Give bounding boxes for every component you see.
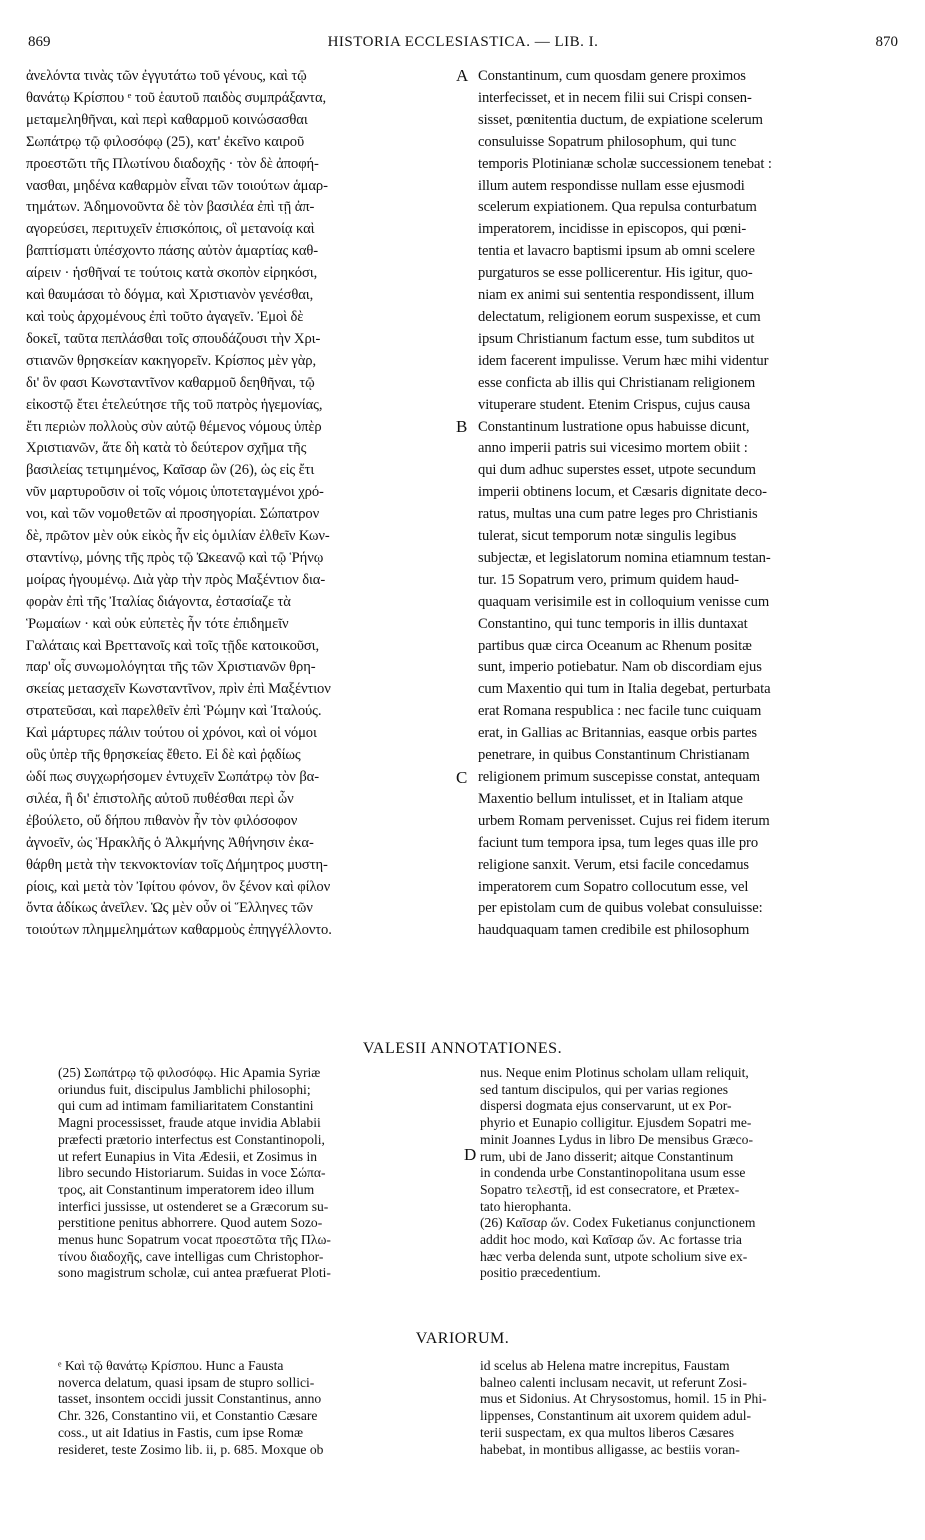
annotations-left-column: (25) Σωπάτρῳ τῷ φιλοσόφῳ. Hic Apamia Syriæ oriundus fuit, discipulus Jamblichi philosophi; qui cum ad intimam familiaritatem Constantini Magni processisset, fraude atque invidia Ablabii præfecti prætorio interfectus est Constantinopoli, ut refert Eunapius in Vita Ædesii, et Zosimus in libro secundo Historiarum. Suidas in voce Σώπα- τρος, ait Constantinum imperatorem ideo illum interfici jussisse, ut ostenderet se a Græcorum su- perstitione penitus abhorrere. Quod autem Sozo- menus hunc Sopatrum vocat προεστῶτα τῆς Πλω- τίνου διαδοχῆς, cave intelligas cum Christophor- sono magistrum scholæ, cui antea præfuerat Ploti- [58, 1065, 331, 1281]
section-marker-d: D [464, 1145, 477, 1164]
section-marker-b: B [456, 417, 468, 436]
section-marker-c: C [456, 768, 468, 787]
annotations-title: VALESII ANNOTATIONES. [362, 1040, 563, 1057]
running-header [28, 34, 898, 56]
running-title: HISTORIA ECCLESIASTICA. — LIB. I. [327, 34, 599, 50]
variorum-left-column: ᵉ Καὶ τῷ θανάτῳ Κρίσπου. Hunc a Fausta noverca delatum, quasi ipsam de stupro sollici- tasset, insontem occidi jussit Constantinus, anno Chr. 326, Constantino vii, et Constantio Cæsare coss., ut ait Idatius in Fastis, cum ipse Romæ resideret, teste Zosimo lib. ii, p. 685. Moxque ob [58, 1358, 324, 1457]
annotations-right-column: nus. Neque enim Plotinus scholam ullam reliquit, sed tantum discipulos, qui per varias regiones dispersi dogmata ejus conservarunt, ut ex Por- phyrio et Eunapio colligitur. Ejusdem Sopatri me- minit Joannes Lydus in libro De mensibus Græco- rum, ubi de Jano disserit; aitque Constantinum in condenda urbe Constantinopolitana usum esse Sopatro τελεστῇ, id est consecratore, et Prætex- tato hierophanta. (26) Καῖσαρ ὤν. Codex Fuketianus conjunctionem addit hoc modo, καὶ Καῖσαρ ὤν. Ac fortasse tria hæc verba delenda sunt, utpote scholium sive ex- positio præcedentium. [480, 1065, 756, 1281]
right-page-number: 870 [875, 34, 898, 50]
section-marker-a: A [456, 66, 469, 85]
greek-text-column: ἀνελόντα τινὰς τῶν ἐγγυτάτω τοῦ γένους, καὶ τῷ θανάτῳ Κρίσπου ᵉ τοῦ ἑαυτοῦ παιδὸς συμπράξαντα, μεταμεληθῆναι, καὶ περὶ καθαρμοῦ κοινώσασθαι Σωπάτρῳ τῷ φιλοσόφῳ (25), κατ' ἐκεῖνο καιροῦ προεστῶτι τῆς Πλωτίνου διαδοχῆς · τὸν δὲ ἀποφή- νασθαι, μηδένα καθαρμὸν εἶναι τῶν τοιούτων ἁμαρ- τημάτων. Ἀδημονοῦντα δὲ τὸν βασιλέα ἐπὶ τῇ ἀπ- αγορεύσει, περιτυχεῖν ἐπισκόποις, οἳ μετανοίᾳ καὶ βαπτίσματι ὑπέσχοντο πάσης αὐτὸν ἁμαρτίας καθ- αίρειν · ἡσθῆναί τε τούτοις κατὰ σκοπὸν εἰρηκόσι, καὶ θαυμάσαι τὸ δόγμα, καὶ Χριστιανὸν γενέσθαι, καὶ τοὺς ἀρχομένους ἐπὶ τοῦτο ἀγαγεῖν. Ἐμοὶ δὲ δοκεῖ, ταῦτα πεπλάσθαι τοῖς σπουδάζουσι τὴν Χρι- στιανῶν θρησκείαν κακηγορεῖν. Κρίσπος μὲν γὰρ, δι' ὃν φασι Κωνσταντῖνον καθαρμοῦ δεηθῆναι, τῷ εἰκοστῷ ἔτει ἐτελεύτησε τῆς τοῦ πατρὸς ἡγεμονίας, ἔτι περιὼν πολλοὺς σὺν αὐτῷ θέμενος νόμους ὑπὲρ Χριστιανῶν, ἅτε δὴ κατὰ τὸ δεύτερον σχῆμα τῆς βασιλείας τετιμημένος, Καῖσαρ ὢν (26), ὡς εἰς ἔτι νῦν μαρτυροῦσιν οἱ τοῖς νόμοις ὑποτεταγμένοι χρό- νοι, καὶ τῶν νομοθετῶν αἱ προσηγορίαι. Σώπατρον δὲ, πρῶτον μὲν οὐκ εἰκὸς ἦν εἰς ὁμιλίαν ἐλθεῖν Κων- σταντίνῳ, μόνης τῆς πρὸς τῷ Ὠκεανῷ καὶ τῷ Ῥήνῳ μοίρας ἡγουμένῳ. Διὰ γὰρ τὴν πρὸς Μαξέντιον δια- φορὰν ἐπὶ τῆς Ἰταλίας διάγοντα, ἐστασίαζε τὰ Ῥωμαίων · καὶ οὐκ εὐπετὲς ἦν τότε ἐπιδημεῖν Γαλάταις καὶ Βρεττανοῖς καὶ τοῖς τῇδε κατοικοῦσι, παρ' οἷς συνωμολόγηται τῆς τῶν Χριστιανῶν θρη- σκείας μετασχεῖν Κωνσταντῖνον, πρὶν ἐπὶ Μαξέντιον στρατεῦσαι, καὶ παρελθεῖν ἐπὶ Ῥώμην καὶ Ἰταλούς. Καὶ μάρτυρες πάλιν τούτου οἱ χρόνοι, καὶ οἱ νόμοι οὓς ὑπὲρ τῆς θρησκείας ἔθετο. Εἰ δὲ καὶ ῥᾳδίως ὡδί πως συγχωρήσομεν ἐντυχεῖν Σωπάτρῳ τὸν βα- σιλέα, ἢ δι' ἐπιστολῆς αὐτοῦ πυθέσθαι περὶ ὧν ἐβούλετο, οὔ δήπου πιθανὸν ἦν τὸν φιλόσοφον ἀγνοεῖν, ὡς Ἡρακλῆς ὁ Ἀλκμήνης Ἀθήνησιν ἐκα- θάρθη μετὰ τὴν τεκνοκτονίαν τοῖς Δήμητρος μυστη- ρίοις, καὶ μετὰ τὸν Ἰφίτου φόνον, ὃν ξένον καὶ φίλον ὄντα ἀδίκως ἀνεῖλεν. Ὡς μὲν οὖν οἱ Ἕλληνες τῶν τοιούτων πλημμελημάτων καθαρμοὺς ἐπηγγέλλοντο. [26, 68, 332, 939]
variorum-right-column: id scelus ab Helena matre increpitus, Faustam balneo calenti inclusam necavit, ut referunt Zosi- mus et Sidonius. At Chrysostomus, homil. 15 in Phi- lippenses, Constantinum ait uxorem quidem adul- terii suspectam, ex qua multos liberos Cæsares habebat, in montibus alligasse, ac bestiis voran- [480, 1358, 767, 1457]
left-page-number: 869 [28, 34, 51, 50]
latin-text-column: Constantinum, cum quosdam genere proximos interfecisset, et in necem filii sui Crispi consen- sisset, pœnitentia ductum, de expiatione scelerum consuluisse Sopatrum philosophum, qui tunc temporis Plotinianæ scholæ successionem tenebat : illum autem respondisse nullam esse ejusmodi scelerum expiationem. Qua repulsa conturbatum imperatorem, incidisse in episcopos, qui pœni- tentia et lavacro baptismi ipsum ab omni scelere purgaturos se esse pollicerentur. His igitur, quo- niam ex animi sui sententia respondissent, illum delectatum, religionem eorum suspexisse, et cum ipsum Christianum factum esse, tum subditos ut idem facerent impulisse. Verum hæc mihi videntur esse conficta ab illis qui Christianam religionem vituperare student. Etenim Crispus, cujus causa Constantinum lustratione opus habuisse dicunt, anno imperii patris sui vicesimo mortem obiit : qui dum adhuc superstes esset, utpote secundum imperii obtinens locum, et Cæsaris dignitate deco- ratus, multas una cum patre leges pro Christianis tulerat, sicut temporum notæ singulis legibus subjectæ, et legislatorum nomina etiamnum testan- tur. 15 Sopatrum vero, primum quidem haud- quaquam verisimile est in colloquium venisse cum Constantino, qui tunc temporis in illis duntaxat partibus quæ circa Oceanum ac Rhenum positæ sunt, imperio potiebatur. Nam ob discordiam ejus cum Maxentio qui tum in Italia degebat, perturbata erat Romana respublica : nec facile tunc cuiquam erat, in Gallias ac Britannias, easque orbis partes penetrare, in quibus Constantinum Christianam religionem primum suscepisse constat, antequam Maxentio bellum intulisset, et in Italiam atque urbem Romam pervenisset. Cujus rei fidem iterum faciunt tum tempora ipsa, tum leges quas ille pro religione sanxit. Verum, etsi facile concedamus imperatorem cum Sopatro collocutum esse, vel per epistolam cum de quibus volebat consuluisse: haudquaquam tamen credibile est philosophum [478, 68, 772, 939]
variorum-title: VARIORUM. [415, 1330, 510, 1347]
